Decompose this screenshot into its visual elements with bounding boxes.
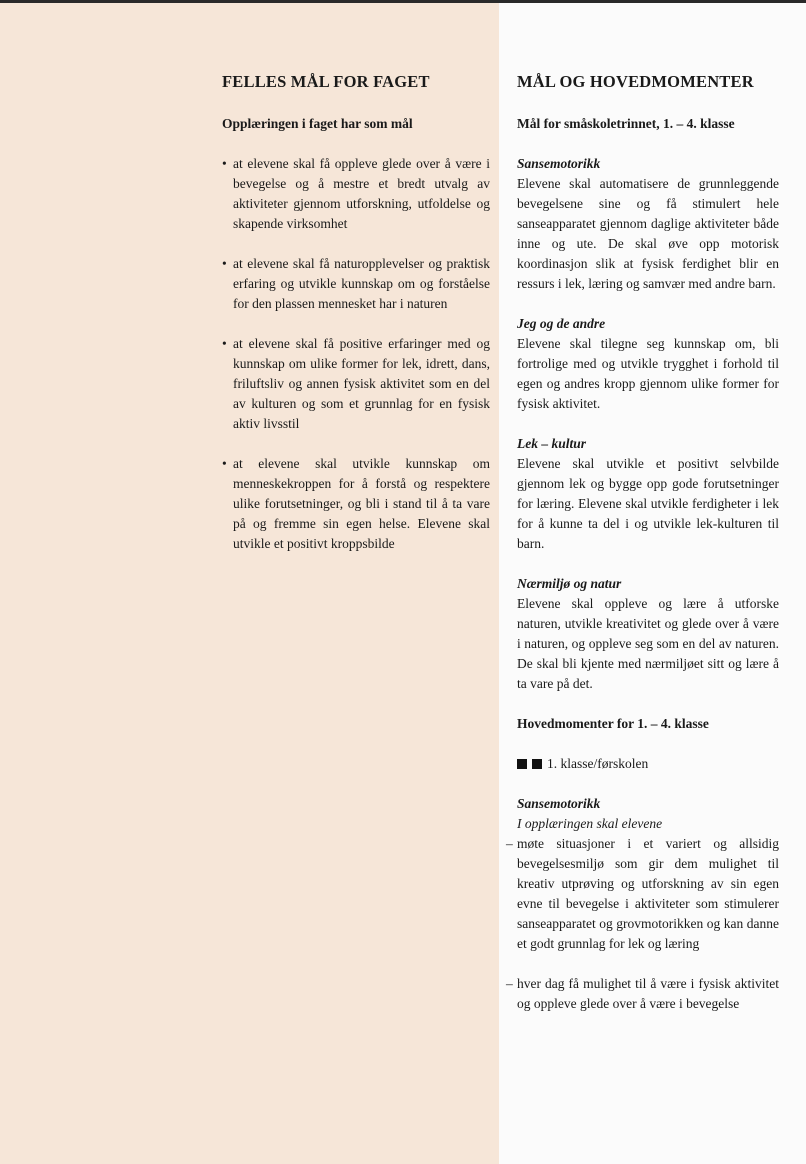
grade-section bbox=[506, 794, 779, 1014]
grade-label-line bbox=[517, 754, 779, 774]
goal-list bbox=[222, 154, 490, 554]
section-title: Nærmiljø og natur bbox=[517, 576, 622, 591]
dash-item bbox=[506, 974, 779, 1014]
goal-text: at elevene skal utvikle kunnskap om menneskekroppen for å forstå og respektere ulike forutsetninger, og bli i stand til å ta vare på og fremme sin egen helse. Elevene skal utvikle et positivt kroppsbilde bbox=[233, 456, 490, 551]
goal-item bbox=[222, 154, 490, 234]
square-bullet-icon bbox=[517, 759, 527, 769]
goal-section-naermiljo-og-natur bbox=[517, 574, 779, 694]
bullet-icon: • bbox=[222, 256, 227, 271]
left-heading: FELLES MÅL FOR FAGET bbox=[222, 72, 430, 91]
top-rule bbox=[0, 0, 806, 3]
section-title: Sansemotorikk bbox=[517, 156, 601, 171]
right-column bbox=[506, 72, 779, 1034]
hovedmomenter-heading: Hovedmomenter for 1. – 4. klasse bbox=[517, 716, 709, 731]
grade-label: 1. klasse/førskolen bbox=[547, 756, 649, 771]
goal-section-lek-kultur bbox=[517, 434, 779, 554]
section-body: Elevene skal oppleve og lære å utforske naturen, utvikle kreativitet og glede over å være i naturen, og oppleve seg som en del av naturen. De skal bli kjente med nærmiljøet sitt og lære å ta vare på det. bbox=[517, 596, 779, 691]
bullet-icon: • bbox=[222, 336, 227, 351]
grade-intro: I opplæringen skal elevene bbox=[517, 816, 663, 831]
dash-item bbox=[506, 834, 779, 954]
grade-dash-list bbox=[506, 834, 779, 1014]
bullet-icon: • bbox=[222, 456, 227, 471]
goal-section-sansemotorikk bbox=[517, 154, 779, 294]
dash-text: hver dag få mulighet til å være i fysisk aktivitet og oppleve glede over å være i bevegelse bbox=[517, 976, 779, 1011]
section-body: Elevene skal tilegne seg kunnskap om, bli fortrolige med og utvikle trygghet i forhold til egen og andres kropp gjennom ulike former for fysisk aktivitet. bbox=[517, 336, 779, 411]
goal-text: at elevene skal få oppleve glede over å være i bevegelse og å mestre et bredt utvalg av aktiviteter gjennom utforskning, utfoldelse og skapende virksomhet bbox=[233, 156, 490, 231]
section-body: Elevene skal automatisere de grunnleggende bevegelsene sine og få stimulert hele sanseapparatet gjennom daglige aktiviteter både inne og ute. De skal øve opp motorisk koordinasjon slik at fysisk ferdighet blir en ressurs i lek, læring og samvær med andre barn. bbox=[517, 176, 779, 291]
right-heading: MÅL OG HOVEDMOMENTER bbox=[517, 72, 754, 91]
left-subheading: Opplæringen i faget har som mål bbox=[222, 116, 413, 131]
left-column bbox=[222, 72, 490, 574]
section-title: Lek – kultur bbox=[517, 436, 587, 451]
bullet-icon: • bbox=[222, 156, 227, 171]
dash-icon: – bbox=[506, 976, 513, 991]
goal-item bbox=[222, 454, 490, 554]
section-title: Jeg og de andre bbox=[517, 316, 606, 331]
grade-section-title: Sansemotorikk bbox=[517, 796, 601, 811]
dash-text: møte situasjoner i et variert og allsidig bevegelsesmiljø som gir dem mulighet til kreativ utprøving og utforskning av sin egen evne til bevegelse i aktiviteter som stimulerer sanseapparatet og grovmotorikken og kan danne et godt grunnlag for lek og læring bbox=[517, 836, 779, 951]
goal-text: at elevene skal få positive erfaringer med og kunnskap om ulike former for lek, idrett, dans, friluftsliv og annen fysisk aktivitet som en del av kulturen og som et grunnlag for en fysisk aktiv livsstil bbox=[233, 336, 490, 431]
goal-item bbox=[222, 334, 490, 434]
section-body: Elevene skal utvikle et positivt selvbilde gjennom lek og bygge opp gode forutsetninger for læring. Elevene skal utvikle ferdigheter i lek for å kunne ta del i og utvikle lek-kulturen til barn. bbox=[517, 456, 779, 551]
goal-text: at elevene skal få naturopplevelser og praktisk erfaring og utvikle kunnskap om og forståelse for den plassen mennesket har i naturen bbox=[233, 256, 490, 311]
right-subheading: Mål for småskoletrinnet, 1. – 4. klasse bbox=[517, 116, 735, 131]
goal-item bbox=[222, 254, 490, 314]
dash-icon: – bbox=[506, 836, 513, 851]
goal-section-jeg-og-de-andre bbox=[517, 314, 779, 414]
square-bullet-icon bbox=[532, 759, 542, 769]
